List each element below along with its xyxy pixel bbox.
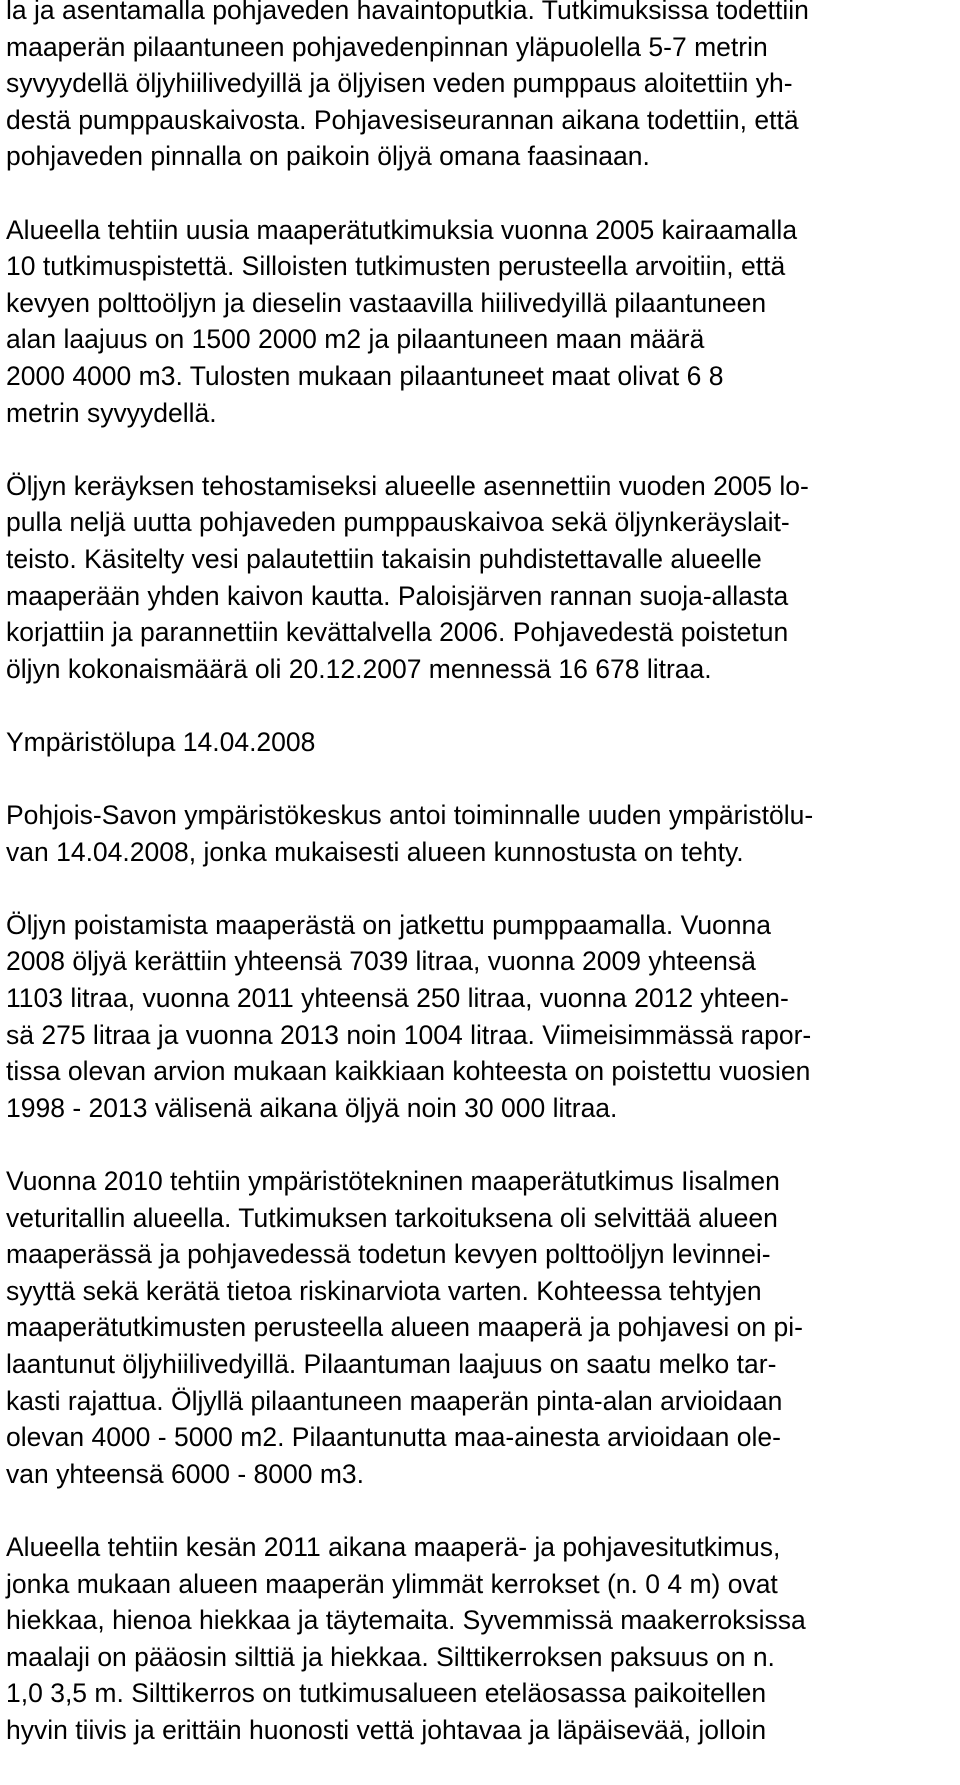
text-line: la ja asentamalla pohjaveden havaintoputkia. Tutkimuksissa todettiin [6, 0, 809, 25]
text-line: Öljyn poistamista maaperästä on jatkettu pumppaamalla. Vuonna [6, 909, 772, 940]
text-line: sä 275 litraa ja vuonna 2013 noin 1004 litraa. Viimeisimmässä rapor- [6, 1019, 812, 1050]
paragraph [6, 797, 956, 870]
paragraph [6, 907, 956, 1127]
text-line: kevyen polttoöljyn ja dieselin vastaavilla hiilivedyillä pilaantuneen [6, 287, 767, 318]
text-line: 1103 litraa, vuonna 2011 yhteensä 250 litraa, vuonna 2012 yhteen- [6, 983, 789, 1014]
text-line: hiekkaa, hienoa hiekkaa ja täytemaita. Syvemmissä maakerroksissa [6, 1605, 806, 1636]
text-line: alan laajuus on 1500 2000 m2 ja pilaantuneen maan määrä [6, 324, 705, 355]
paragraph [6, 212, 956, 432]
text-line: van yhteensä 6000 - 8000 m3. [6, 1458, 364, 1489]
document-page [6, 0, 956, 1785]
text-line: maaperän pilaantuneen pohjavedenpinnan yläpuolella 5-7 metrin [6, 31, 768, 62]
text-line: hyvin tiivis ja erittäin huonosti vettä johtavaa ja läpäisevää, jolloin [6, 1714, 767, 1745]
text-line: Alueella tehtiin kesän 2011 aikana maaperä- ja pohjavesitutkimus, [6, 1531, 781, 1562]
text-line: Alueella tehtiin uusia maaperätutkimuksia vuonna 2005 kairaamalla [6, 214, 798, 245]
heading-text: Ympäristölupa 14.04.2008 [6, 726, 316, 757]
text-line: teisto. Käsitelty vesi palautettiin takaisin puhdistettavalle alueelle [6, 543, 762, 574]
text-line: 2000 4000 m3. Tulosten mukaan pilaantuneet maat olivat 6 8 [6, 360, 724, 391]
paragraph [6, 1529, 956, 1749]
text-line: maaperätutkimusten perusteella alueen maaperä ja pohjavesi on pi- [6, 1312, 803, 1343]
text-line: syyttä sekä kerätä tietoa riskinarviota varten. Kohteessa tehtyjen [6, 1275, 762, 1306]
text-line: 1998 - 2013 välisenä aikana öljyä noin 30 000 litraa. [6, 1092, 618, 1123]
text-line: 10 tutkimuspistettä. Silloisten tutkimusten perusteella arvoitiin, että [6, 251, 786, 282]
text-line: 2008 öljyä kerättiin yhteensä 7039 litraa, vuonna 2009 yhteensä [6, 946, 756, 977]
text-line: metrin syvyydellä. [6, 397, 217, 428]
text-line: pohjaveden pinnalla on paikoin öljyä omana faasinaan. [6, 141, 650, 172]
paragraph [6, 0, 956, 175]
text-line: öljyn kokonaismäärä oli 20.12.2007 mennessä 16 678 litraa. [6, 653, 712, 684]
text-line: van 14.04.2008, jonka mukaisesti alueen kunnostusta on tehty. [6, 836, 744, 867]
paragraph [6, 1163, 956, 1492]
text-line: maaperässä ja pohjavedessä todetun kevyen polttoöljyn levinnei- [6, 1239, 771, 1270]
text-line: veturitallin alueella. Tutkimuksen tarkoituksena oli selvittää alueen [6, 1202, 778, 1233]
text-line: tissa olevan arvion mukaan kaikkiaan kohteesta on poistettu vuosien [6, 1056, 811, 1087]
text-line: syvyydellä öljyhiilivedyillä ja öljyisen veden pumppaus aloitettiin yh- [6, 68, 793, 99]
text-line: korjattiin ja parannettiin kevättalvella 2006. Pohjavedestä poistetun [6, 617, 789, 648]
text-line: Vuonna 2010 tehtiin ympäristötekninen maaperätutkimus Iisalmen [6, 1166, 780, 1196]
paragraph [6, 468, 956, 688]
text-line: destä pumppauskaivosta. Pohjavesiseurannan aikana todettiin, että [6, 104, 799, 135]
text-line: Pohjois-Savon ympäristökeskus antoi toiminnalle uuden ympäristölu- [6, 800, 814, 831]
text-line: olevan 4000 - 5000 m2. Pilaantunutta maa-ainesta arvioidaan ole- [6, 1422, 781, 1453]
text-line: laantunut öljyhiilivedyillä. Pilaantuman laajuus on saatu melko tar- [6, 1348, 777, 1379]
text-line: maaperään yhden kaivon kautta. Paloisjärven rannan suoja-allasta [6, 580, 789, 611]
section-heading [6, 724, 956, 761]
text-line: jonka mukaan alueen maaperän ylimmät kerrokset (n. 0 4 m) ovat [6, 1568, 778, 1599]
text-line: Öljyn keräyksen tehostamiseksi alueelle asennettiin vuoden 2005 lo- [6, 470, 809, 501]
text-line: pulla neljä uutta pohjaveden pumppauskaivoa sekä öljynkeräyslait- [6, 507, 790, 538]
text-line: 1,0 3,5 m. Silttikerros on tutkimusalueen eteläosassa paikoitellen [6, 1678, 767, 1709]
text-line: kasti rajattua. Öljyllä pilaantuneen maaperän pinta-alan arvioidaan [6, 1385, 783, 1416]
text-line: maalaji on pääosin silttiä ja hiekkaa. Silttikerroksen paksuus on n. [6, 1641, 775, 1672]
